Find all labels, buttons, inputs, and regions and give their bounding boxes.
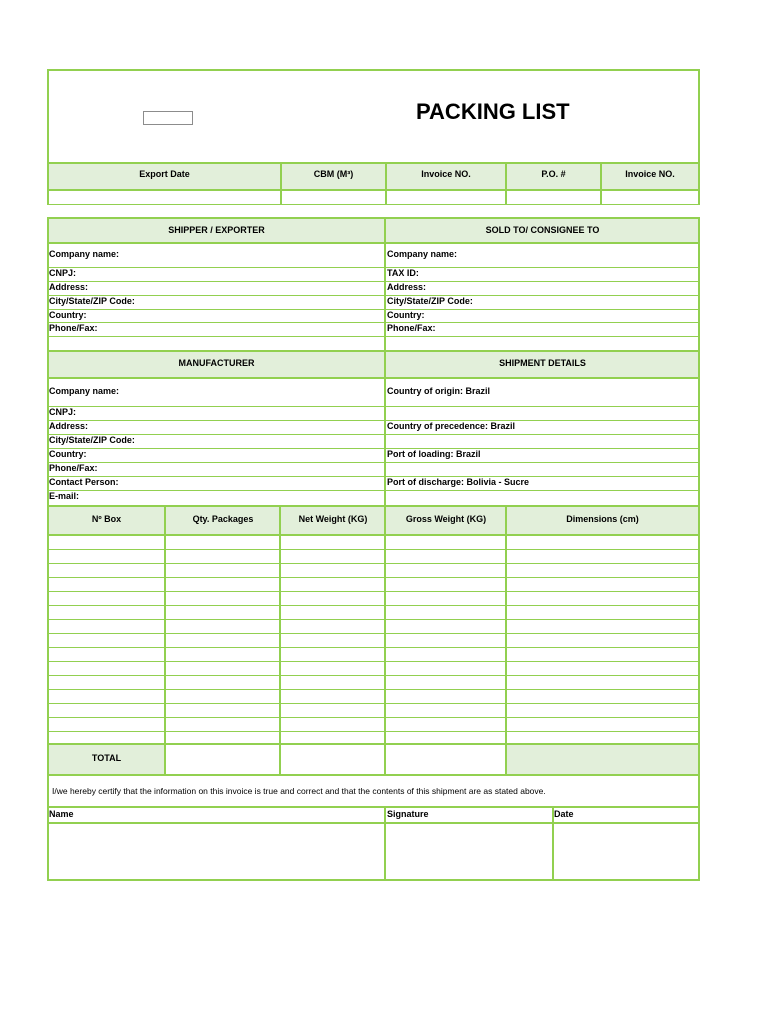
border	[47, 189, 700, 191]
border	[385, 162, 387, 205]
export-date-label: Export Date	[139, 169, 190, 179]
consignee-address-label: Address:	[387, 282, 427, 292]
discharge-label: Port of discharge: Bolivia - Sucre	[387, 477, 530, 487]
consignee-city-label: City/State/ZIP Code:	[387, 296, 473, 306]
loading-label: Port of loading: Brazil	[387, 449, 481, 459]
border	[47, 534, 700, 536]
shipper-address-label: Address:	[49, 282, 89, 292]
border	[47, 322, 700, 323]
consignee-heading: SOLD TO/ CONSIGNEE TO	[485, 225, 600, 235]
po-label: P.O. #	[541, 169, 566, 179]
consignee-company-label: Company name:	[387, 249, 458, 259]
table-row	[47, 689, 700, 690]
border	[47, 462, 700, 463]
shipper-company-label: Company name:	[49, 249, 120, 259]
table-row	[47, 591, 700, 592]
cbm-label: CBM (M³)	[313, 169, 354, 179]
invoice-no-label-2: Invoice NO.	[625, 169, 675, 179]
border	[600, 162, 602, 205]
border	[384, 217, 386, 507]
table-row	[47, 717, 700, 718]
border	[47, 69, 49, 205]
table-row	[47, 549, 700, 550]
border	[47, 295, 700, 296]
border	[47, 505, 700, 507]
border	[505, 162, 507, 205]
border	[47, 822, 700, 824]
border	[47, 309, 700, 310]
border	[47, 743, 700, 745]
manufacturer-heading: MANUFACTURER	[178, 358, 255, 368]
shipper-cnpj-label: CNPJ:	[49, 268, 77, 278]
manufacturer-email-label: E-mail:	[49, 491, 80, 501]
col-qty-header: Qty. Packages	[192, 514, 254, 524]
border	[47, 336, 700, 337]
table-row	[47, 675, 700, 676]
table-row	[47, 647, 700, 648]
border	[47, 69, 700, 71]
signature-label: Signature	[387, 809, 429, 819]
table-row	[47, 577, 700, 578]
border	[47, 420, 700, 421]
shipment-heading: SHIPMENT DETAILS	[499, 358, 586, 368]
manufacturer-company-label: Company name:	[49, 386, 120, 396]
border	[47, 476, 700, 477]
border	[47, 242, 700, 244]
border	[47, 281, 700, 282]
page-title: PACKING LIST	[416, 99, 570, 124]
precedence-label: Country of precedence: Brazil	[387, 421, 516, 431]
border	[47, 204, 700, 205]
border	[47, 350, 700, 352]
manufacturer-country-label: Country:	[49, 449, 87, 459]
certification-text: I/we hereby certify that the information on this invoice is true and correct and that the contents of this shipment are as stated above.	[52, 786, 546, 796]
col-box-header: Nº Box	[91, 514, 122, 524]
border	[47, 217, 700, 219]
col-net-header: Net Weight (KG)	[298, 514, 368, 524]
table-row	[47, 633, 700, 634]
manufacturer-cnpj-label: CNPJ:	[49, 407, 77, 417]
border	[47, 490, 700, 491]
border	[47, 806, 700, 808]
border	[164, 505, 166, 776]
shipper-country-label: Country:	[49, 310, 87, 320]
date-label: Date	[554, 809, 574, 819]
table-row	[47, 661, 700, 662]
border	[47, 879, 700, 881]
consignee-phone-label: Phone/Fax:	[387, 323, 436, 333]
border	[47, 774, 700, 776]
origin-label: Country of origin: Brazil	[387, 386, 490, 396]
name-label: Name	[49, 809, 74, 819]
shipper-city-label: City/State/ZIP Code:	[49, 296, 135, 306]
total-dimensions-fill	[506, 745, 699, 774]
total-label: TOTAL	[91, 753, 122, 763]
border	[47, 162, 700, 164]
table-row	[47, 731, 700, 732]
border	[47, 434, 700, 435]
table-row	[47, 703, 700, 704]
border	[47, 377, 700, 379]
border	[552, 806, 554, 881]
consignee-country-label: Country:	[387, 310, 425, 320]
table-row	[47, 605, 700, 606]
shipper-phone-label: Phone/Fax:	[49, 323, 98, 333]
logo-placeholder	[143, 111, 193, 125]
border	[279, 505, 281, 776]
col-dim-header: Dimensions (cm)	[566, 514, 639, 524]
manufacturer-address-label: Address:	[49, 421, 89, 431]
border	[698, 69, 700, 205]
border	[47, 448, 700, 449]
shipper-heading: SHIPPER / EXPORTER	[168, 225, 265, 235]
border	[384, 505, 386, 776]
border	[384, 806, 386, 881]
invoice-no-label: Invoice NO.	[421, 169, 471, 179]
manufacturer-contact-label: Contact Person:	[49, 477, 119, 487]
border	[698, 217, 700, 881]
border	[47, 267, 700, 268]
border	[280, 162, 282, 205]
border	[47, 217, 49, 881]
manufacturer-city-label: City/State/ZIP Code:	[49, 435, 135, 445]
table-row	[47, 619, 700, 620]
border	[47, 406, 700, 407]
manufacturer-phone-label: Phone/Fax:	[49, 463, 98, 473]
border	[505, 505, 507, 776]
table-row	[47, 563, 700, 564]
col-gross-header: Gross Weight (KG)	[405, 514, 487, 524]
consignee-tax-label: TAX ID:	[387, 268, 419, 278]
